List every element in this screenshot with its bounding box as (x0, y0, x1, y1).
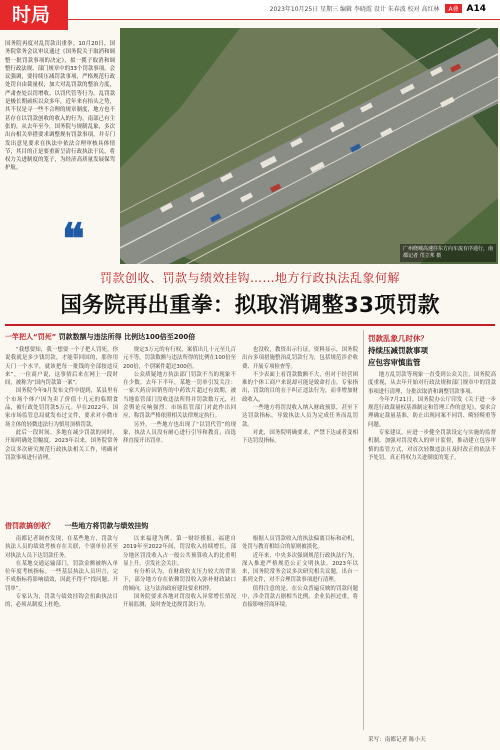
quote-mark-icon: ❝ (62, 214, 85, 263)
edition-badge: A叠 (445, 4, 461, 13)
paragraph: 规定3万元的有行权，案值出几十元至几百元不等。罚款数额与违法所得的比例在100倍至200倍，个别案件超过300倍。 (123, 347, 236, 370)
paragraph: 对此，国务院明确要求，严禁下达或者变相下达罚没指标。 (242, 429, 358, 445)
section1-title: 罚款数额与违法所得 比例达100倍至200倍 (58, 333, 196, 341)
side-title: 持续压减罚款事项 (368, 346, 428, 355)
highway-illustration (120, 28, 498, 264)
subheadline: 罚款创收、罚款与绩效挂钩……地方行政执法乱象何解 (99, 271, 400, 285)
masthead (0, 0, 500, 20)
column-2 (123, 346, 236, 494)
title-rule (5, 324, 495, 326)
paragraph: 值得注意的是，在公众普遍反映的罚款问题中，涉企罚款占据相当比例。企业负担过重，将直接影响营商环境。 (242, 585, 358, 609)
paragraph: 今年7月21日，国务院办公厅印发《关于进一步规范行政裁量权基准制定和管理工作的意见》，要求合理确定裁量基准，防止出现同案不同罚、畸轻畸重等问题。 (368, 396, 496, 428)
page-number: A14 (466, 4, 486, 14)
paragraph: 有分析认为，在财政收支压力较大的背景下，部分地方存在依赖罚没收入弥补财政缺口的倾向，这与法治政府建设要求相悖。 (123, 569, 236, 592)
paragraph: 近年来，中央多次强调规范行政执法行为，深入推进严格规范公正文明执法。2023年以来，国务院常务会议多次研究相关议题，出台一系列文件，对不合理罚款事项进行清理。 (242, 552, 358, 584)
paragraph: 南都记者调查发现，在某些地方，罚款与执法人员的绩效考核存在关联，个别单位甚至对执法人员下达罚款任务。 (5, 536, 118, 559)
highway-photo (120, 28, 498, 264)
section2-title: 一些地方将罚款与绩效挂钩 (64, 522, 149, 530)
paragraph: 国务院要求各地对罚没收入异常增长情况开展监测，及时查处违规罚款行为。 (123, 594, 236, 609)
side-kicker: 罚款乱象几时休？ (368, 334, 428, 343)
paragraph: 专家建议，应进一步健全罚款设定与实施的监督机制，加强对罚没收入的审计监督，推动建立包容审慎的监管方式，对首次轻微违法且及时改正的依法不予处罚，真正将权力关进制度的笼子。 (368, 430, 496, 461)
photo-caption: 广州绕城高速往东方向车流有序通行，南都记者 邝立邦 摄 (400, 244, 496, 262)
paragraph: 一些地方将罚没收入纳入财政预算，甚至下达罚款指标，导致执法人员为完成任务而乱罚款。 (242, 405, 358, 428)
paragraph: 在某地交通运输部门，罚款金额被纳入单位年度考核指标。一些基层执法人员坦言，完不成指标将影响绩效，因此不得不“找问题、开罚单”。 (5, 560, 118, 592)
paragraph: 另外，一些地方也出现了“以罚代管”的现象，执法人员没有耐心进行引导和教育，而选择直接开出罚单。 (123, 421, 236, 445)
headline: 国务院再出重拳：拟取消调整33项罚款 (60, 293, 440, 318)
paragraph: 以来福建为例，第一财经援报，福建自2019年至2022年间，罚没收入持续增长，部分地区罚没收入占一般公共预算收入的比重明显上升，引发社会关注。 (123, 536, 236, 567)
byline: 采写：南都记者 陈小天 (368, 737, 426, 743)
section-tag: 时局 (0, 0, 68, 30)
paragraph: 国务院今年9月发布文件中提到，某县里有个市场个体户因为卖了价值十几元的临期食品，被行政处罚罚款5万元。早在2022年，国家市场监管总局就发布过文件，要求对小微市场主体的轻微违法行为慎用顶格罚款。 (5, 388, 118, 428)
section2-heading (5, 521, 148, 531)
section2-kicker: 借罚款搞创收？ (5, 522, 54, 530)
column-5 (123, 535, 236, 745)
column-4 (5, 535, 118, 745)
paragraph: 不少表面上看罚款数额不大，但对于经营困难的个体工商户来说却可能是致命打击。专家指出，罚款的目的在于纠正违法行为，而非增加财政收入。 (242, 371, 358, 403)
section1-heading (5, 332, 195, 342)
paragraph: 此后一段时间，多地在减少罚款的同时，开始明确处罚幅度。2023年以来，国务院常务会议多次研究规范行政执法相关工作，明确对罚款事项进行清理。 (5, 429, 118, 461)
dateline (270, 4, 486, 14)
section1-kicker: 一竿把人“罚死” (5, 333, 57, 341)
side-subtitle: 应包容审慎监管 (368, 358, 421, 367)
dateline-text: 2023年10月25日 星期三 编辑 李晓霞 设计 朱春波 校对 高红林 (269, 6, 440, 13)
paragraph: 专家认为，罚款与绩效挂钩会扭曲执法目的，必须从制度上杜绝。 (5, 594, 118, 609)
column-divider (363, 330, 364, 730)
column-3 (242, 346, 358, 494)
paragraph: 根据人员罚款收入的执法偏离目标和动机，处罚与教育相结合的原则被淡化。 (242, 536, 358, 551)
column-6 (242, 535, 358, 745)
paragraph: 地方乱罚款等现象一直受到公众关注，国务院高度重视，从去年开始对行政法规和部门规章中的罚款事项进行清理，分批次取消和调整罚款事项。 (368, 372, 496, 395)
intro-summary: 国务院再度对乱罚款出重拳。10月20日，国务院常务会议审议通过《国务院关于取消和调整一批罚款事项的决定》，拟一揽子取消和调整行政法规、部门规章中的33个罚款事项。会议强调，要持续压减罚款事项，严格规范行政处罚自由裁量权，加大对乱罚款的整治力度，严肃查处以罚增收、以罚代管等行为。乱罚款是极长期顽疾以众多年，近年来有抬头之势，其不仅是寻一些不合理的规章制度，地方也不甚存在以罚款创收的收入的行为，南部已有主张的，从去年至今，国务院与规制乱象，多次出台相关举措要求调整规有罚款事项，并专门发出意见要求在执法中依法合理审核具体情节，其目的正是要重新呈清行政执法于民，将权力关进制度的笼子，为经济高质量发展保驾护航。 (5, 41, 115, 172)
paragraph: 也没收，教资出示行证。资料显示，国务院出台多项措施整治乱罚款行为，包括规范涉企收费、开展专项检查等。 (242, 347, 358, 370)
column-1 (5, 346, 118, 494)
paragraph: 公众质疑地方执法部门罚款不当的现象不在少数。去年下半年，某地一罚单引发关注：一家大药房因销售的中药饮片超过有效期，被当地监管部门没收违法所得并罚款数万元，社会舆论反响强烈。市场监管部门对此作出回应，称罚款严格依照相关法律规定执行。 (123, 371, 236, 420)
column-7 (368, 371, 496, 733)
paragraph: “我想要知，我一想要一个子把人罚死，你说我就是多少钱罚款，才能带回国的，那你用天门一个水平，就该把每一批钱的全部按违反来”，一位商户说，这事情后来在网上一段时间，被称为“国内罚款第一案”。 (5, 347, 118, 387)
